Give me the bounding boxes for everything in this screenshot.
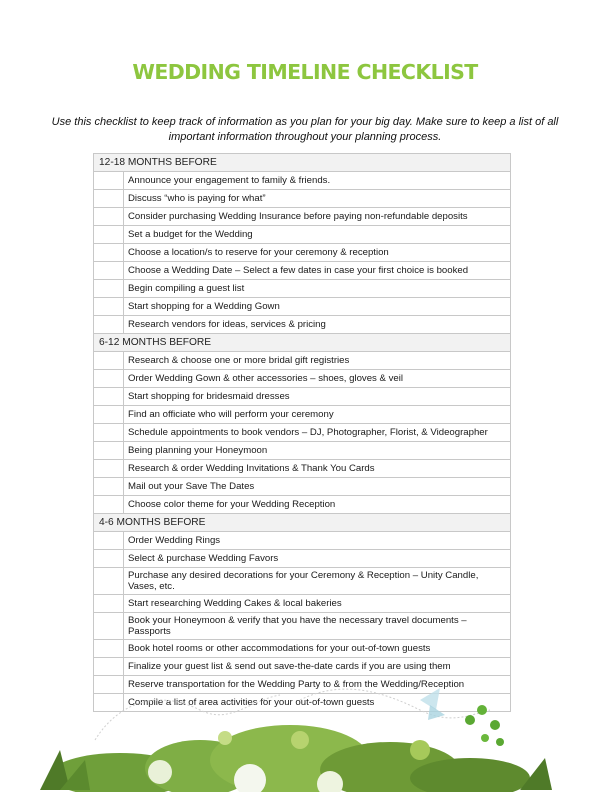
checklist-row [94, 262, 511, 280]
checklist-row [94, 388, 511, 406]
page-title: WEDDING TIMELINE CHECKLIST [132, 60, 478, 84]
checklist-row [94, 352, 511, 370]
checklist-row [94, 613, 511, 640]
checklist-row [94, 658, 511, 676]
checkbox-cell[interactable] [94, 262, 124, 280]
checklist-row [94, 370, 511, 388]
task-text: Start shopping for bridesmaid dresses [124, 388, 511, 406]
checkbox-cell[interactable] [94, 595, 124, 613]
checklist-row [94, 172, 511, 190]
checkbox-cell[interactable] [94, 226, 124, 244]
checklist-row [94, 190, 511, 208]
task-text: Mail out your Save The Dates [124, 478, 511, 496]
section-header [94, 514, 511, 532]
checkbox-cell[interactable] [94, 532, 124, 550]
checklist-row [94, 442, 511, 460]
checkbox-cell[interactable] [94, 442, 124, 460]
checklist-row [94, 226, 511, 244]
checkbox-cell[interactable] [94, 388, 124, 406]
task-text: Research & order Wedding Invitations & Thank You Cards [124, 460, 511, 478]
checkbox-cell[interactable] [94, 406, 124, 424]
checkbox-cell[interactable] [94, 244, 124, 262]
task-text: Announce your engagement to family & friends. [124, 172, 511, 190]
checkbox-cell[interactable] [94, 424, 124, 442]
task-text: Compile a list of area activities for your out-of-town guests [124, 694, 511, 712]
checklist-row [94, 640, 511, 658]
checkbox-cell[interactable] [94, 190, 124, 208]
checklist-row [94, 595, 511, 613]
section-label: 6-12 MONTHS BEFORE [94, 334, 511, 352]
checklist-row [94, 406, 511, 424]
task-text: Book your Honeymoon & verify that you have the necessary travel documents – Passports [124, 613, 511, 640]
checkbox-cell[interactable] [94, 478, 124, 496]
task-text: Choose a location/s to reserve for your ceremony & reception [124, 244, 511, 262]
checkbox-cell[interactable] [94, 298, 124, 316]
task-text: Start researching Wedding Cakes & local bakeries [124, 595, 511, 613]
checkbox-cell[interactable] [94, 550, 124, 568]
task-text: Finalize your guest list & send out save-the-date cards if you are using them [124, 658, 511, 676]
task-text: Reserve transportation for the Wedding Party to & from the Wedding/Reception [124, 676, 511, 694]
task-text: Consider purchasing Wedding Insurance before paying non-refundable deposits [124, 208, 511, 226]
section-label: 4-6 MONTHS BEFORE [94, 514, 511, 532]
checklist-row [94, 478, 511, 496]
checklist-row [94, 208, 511, 226]
task-text: Being planning your Honeymoon [124, 442, 511, 460]
checklist-table [93, 153, 511, 712]
checklist-row [94, 550, 511, 568]
task-text: Choose color theme for your Wedding Reception [124, 496, 511, 514]
checkbox-cell[interactable] [94, 568, 124, 595]
checklist-row [94, 316, 511, 334]
checkbox-cell[interactable] [94, 460, 124, 478]
checklist-row [94, 298, 511, 316]
task-text: Order Wedding Gown & other accessories – shoes, gloves & veil [124, 370, 511, 388]
checkbox-cell[interactable] [94, 208, 124, 226]
section-header [94, 154, 511, 172]
task-text: Schedule appointments to book vendors – DJ, Photographer, Florist, & Videographer [124, 424, 511, 442]
checkbox-cell[interactable] [94, 496, 124, 514]
checkbox-cell[interactable] [94, 352, 124, 370]
task-text: Research & choose one or more bridal gift registries [124, 352, 511, 370]
task-text: Book hotel rooms or other accommodations for your out-of-town guests [124, 640, 511, 658]
floral-decoration [0, 680, 610, 792]
checkbox-cell[interactable] [94, 370, 124, 388]
checkbox-cell[interactable] [94, 172, 124, 190]
task-text: Set a budget for the Wedding [124, 226, 511, 244]
checkbox-cell[interactable] [94, 316, 124, 334]
section-header [94, 334, 511, 352]
checkbox-cell[interactable] [94, 613, 124, 640]
checkbox-cell[interactable] [94, 280, 124, 298]
checklist-row [94, 460, 511, 478]
task-text: Discuss “who is paying for what” [124, 190, 511, 208]
task-text: Choose a Wedding Date – Select a few dates in case your first choice is booked [124, 262, 511, 280]
checklist-row [94, 244, 511, 262]
task-text: Begin compiling a guest list [124, 280, 511, 298]
section-label: 12-18 MONTHS BEFORE [94, 154, 511, 172]
checklist-row [94, 496, 511, 514]
checkbox-cell[interactable] [94, 658, 124, 676]
checklist-row [94, 568, 511, 595]
task-text: Purchase any desired decorations for your Ceremony & Reception – Unity Candle, Vases, etc. [124, 568, 511, 595]
task-text: Select & purchase Wedding Favors [124, 550, 511, 568]
checklist-row [94, 532, 511, 550]
intro-text: Use this checklist to keep track of information as you plan for your big day. Make sure to keep a list of all important information throughout your planning process. [51, 116, 559, 143]
task-text: Start shopping for a Wedding Gown [124, 298, 511, 316]
checklist-row [94, 424, 511, 442]
task-text: Find an officiate who will perform your ceremony [124, 406, 511, 424]
task-text: Order Wedding Rings [124, 532, 511, 550]
task-text: Research vendors for ideas, services & pricing [124, 316, 511, 334]
checklist-row [94, 280, 511, 298]
checkbox-cell[interactable] [94, 640, 124, 658]
